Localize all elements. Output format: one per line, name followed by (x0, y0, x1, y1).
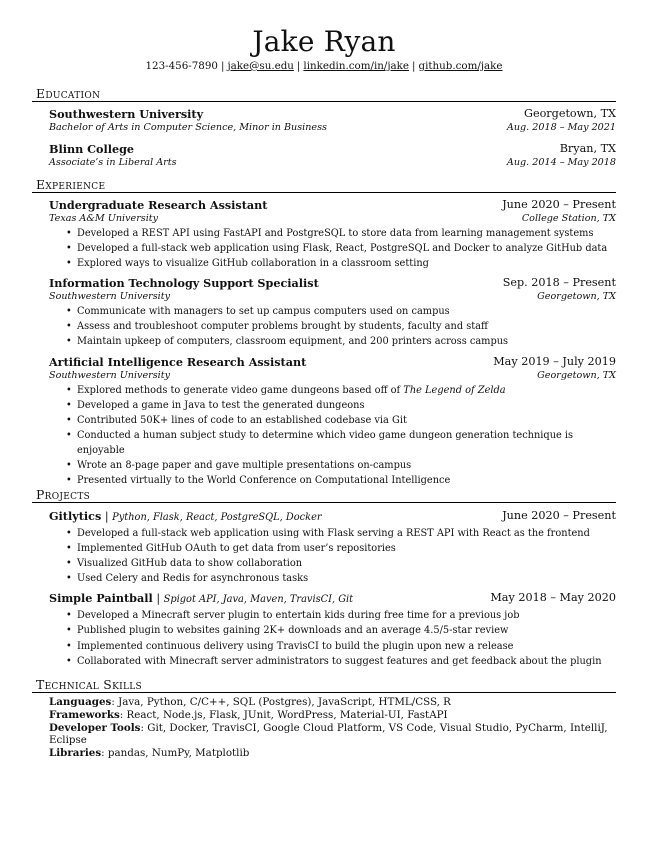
job-dates: Sep. 2018 – Present (502, 276, 616, 290)
education-entry (49, 142, 616, 169)
experience-entry (49, 276, 616, 349)
bullet-list (49, 526, 616, 586)
skills-value: React, Node.js, Flask, JUnit, WordPress, Material-UI, FastAPI (126, 708, 448, 721)
bullet-item: • Collaborated with Minecraft server administrators to suggest features and get feedback about the plugin (77, 654, 616, 669)
education-dates: Aug. 2014 – May 2018 (506, 157, 616, 168)
project-name: Simple Paintball (49, 591, 153, 606)
bullet-item: • Developed a Minecraft server plugin to entertain kids during free time for a previous job (77, 608, 616, 623)
resume-page (32, 0, 616, 760)
skills-label: Developer Tools (49, 721, 141, 734)
project-entry (49, 591, 616, 668)
github-link[interactable]: github.com/jake (418, 60, 503, 72)
email-link[interactable]: jake@su.edu (227, 60, 294, 72)
employer: Southwestern University (49, 369, 171, 381)
game-title: The Legend of Zelda (403, 384, 506, 396)
bullet-item: • Explored ways to visualize GitHub collaboration in a classroom setting (77, 256, 616, 271)
bullet-item: • Wrote an 8-page paper and gave multiple presentations on-campus (77, 458, 616, 473)
separator: | (220, 60, 225, 72)
separator: | (296, 60, 301, 72)
bullet-item (77, 383, 616, 398)
experience-section (32, 177, 616, 488)
education-section (32, 86, 616, 169)
project-name: Gitlytics (49, 509, 102, 523)
bullet-list (49, 608, 616, 668)
section-title-projects: Projects (32, 487, 616, 503)
skills-label: Libraries (49, 747, 102, 760)
bullet-item: • Published plugin to websites gaining 2K+ downloads and an average 4.5/5-star review (77, 623, 616, 638)
employer: Southwestern University (49, 291, 171, 303)
bullet-item: • Developed a REST API using FastAPI and PostgreSQL to store data from learning management systems (77, 226, 616, 241)
school-name: Southwestern University (49, 107, 204, 121)
skills-value: Git, Docker, TravisCI, Google Cloud Platform, VS Code, Visual Studio, PyCharm, IntelliJ, Eclipse (49, 721, 608, 747)
school-location: Bryan, TX (559, 142, 616, 155)
bullet-item: • Developed a game in Java to test the generated dungeons (77, 398, 616, 413)
experience-entry (49, 198, 616, 271)
project-stack: Python, Flask, React, PostgreSQL, Docker (112, 512, 322, 523)
project-entry (49, 509, 616, 586)
bullet-item: • Maintain upkeep of computers, classroom equipment, and 200 printers across campus (77, 334, 616, 349)
skills-list (49, 696, 616, 760)
job-dates: May 2019 – July 2019 (493, 354, 616, 368)
candidate-name: Jake Ryan (252, 25, 396, 58)
school-name: Blinn College (49, 142, 135, 156)
bullet-item: • Implemented continuous delivery using TravisCI to build the plugin upon new a release (77, 639, 616, 654)
section-title-experience: Experience (32, 177, 616, 193)
resume-header (32, 0, 616, 73)
separator: | (156, 592, 161, 606)
employer: Texas A&M University (49, 213, 159, 224)
separator: | (412, 60, 416, 72)
bullet-item: • Visualized GitHub data to show collaboration (77, 556, 616, 571)
bullet-list (49, 226, 616, 271)
bullet-item: • Communicate with managers to set up campus computers used on campus (77, 304, 616, 319)
job-location: Georgetown, TX (537, 369, 616, 381)
bullet-item: • Used Celery and Redis for asynchronous tasks (77, 571, 616, 586)
bullet-item: • Implemented GitHub OAuth to get data from user’s repositories (77, 541, 616, 556)
project-dates: May 2018 – May 2020 (490, 591, 616, 605)
job-dates: June 2020 – Present (502, 198, 616, 211)
contact-line (32, 59, 616, 73)
degree: Associate’s in Liberal Arts (49, 157, 177, 168)
bullet-item: • Developed a full-stack web application using Flask, React, PostgreSQL and Docker to analyze GitHub data (77, 241, 616, 256)
bullet-item: • Conducted a human subject study to determine which video game dungeon generation technique is enjoyable (77, 428, 616, 458)
skills-section (32, 677, 616, 760)
separator: | (104, 510, 109, 523)
bullet-item: • Assess and troubleshoot computer problems brought by students, faculty and staff (77, 319, 616, 334)
job-title: Undergraduate Research Assistant (49, 198, 268, 212)
skills-value: pandas, NumPy, Matplotlib (107, 747, 250, 760)
school-location: Georgetown, TX (524, 107, 616, 120)
project-dates: June 2020 – Present (502, 509, 616, 522)
bullet-list (49, 383, 616, 489)
skills-label: Languages (49, 696, 112, 708)
job-location: College Station, TX (521, 213, 616, 224)
bullet-item: • Contributed 50K+ lines of code to an established codebase via Git (77, 413, 616, 428)
skills-label: Frameworks (49, 708, 120, 721)
job-title: Information Technology Support Specialist (49, 276, 319, 291)
project-stack: Spigot API, Java, Maven, TravisCI, Git (163, 594, 354, 606)
education-entry (49, 107, 616, 134)
job-location: Georgetown, TX (537, 291, 616, 303)
skills-row: Languages: Java, Python, C/C++, SQL (Postgres), JavaScript, HTML/CSS, R (49, 696, 451, 708)
section-title-education: Education (32, 86, 616, 102)
skills-row: Frameworks: React, Node.js, Flask, JUnit, WordPress, Material-UI, FastAPI (49, 708, 448, 721)
education-dates: Aug. 2018 – May 2021 (506, 122, 616, 133)
bullet-text: Explored methods to generate video game dungeons based off of (77, 384, 404, 396)
skills-value: Java, Python, C/C++, SQL (Postgres), JavaScript, HTML/CSS, R (118, 696, 451, 708)
bullet-item: • Developed a full-stack web application using with Flask serving a REST API with React as the frontend (77, 526, 616, 541)
job-title: Artificial Intelligence Research Assistant (49, 354, 307, 369)
phone-number: 123-456-7890 (145, 60, 218, 72)
skills-row: Developer Tools: Git, Docker, TravisCI, Google Cloud Platform, VS Code, Visual Studio, PyCharm, IntelliJ, Eclipse (49, 721, 608, 747)
linkedin-link[interactable]: linkedin.com/in/jake (303, 60, 410, 72)
bullet-list (49, 304, 616, 349)
degree: Bachelor of Arts in Computer Science, Minor in Business (49, 122, 327, 133)
experience-entry (49, 355, 616, 489)
projects-section (32, 487, 616, 669)
bullet-item: • Presented virtually to the World Conference on Computational Intelligence (77, 473, 616, 488)
skills-row: Libraries: pandas, NumPy, Matplotlib (49, 747, 250, 760)
section-title-skills: Technical Skills (32, 677, 616, 693)
